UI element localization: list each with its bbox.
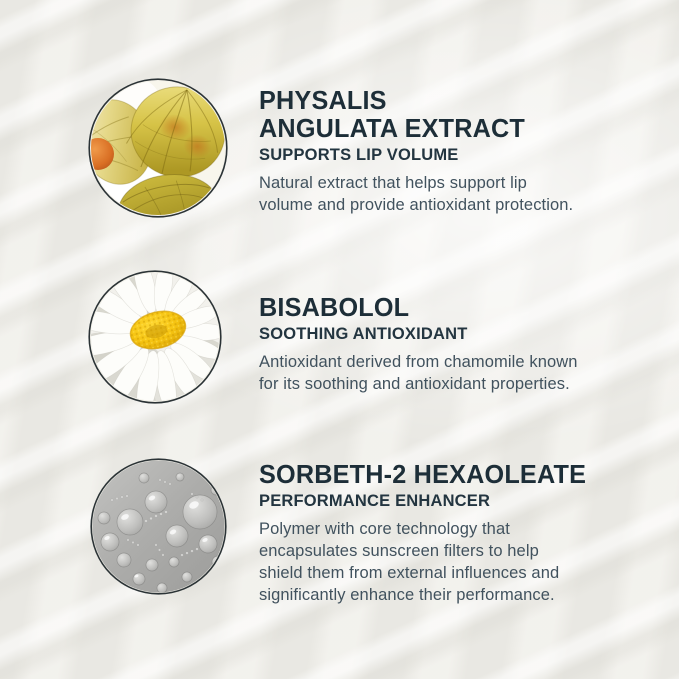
ingredient-subtitle: SOOTHING ANTIOXIDANT <box>259 324 468 343</box>
description-line: Antioxidant derived from chamomile known <box>259 353 578 371</box>
title-line: PHYSALIS <box>259 85 387 115</box>
description-line: shield them from external influences and <box>259 564 560 582</box>
ingredient-subtitle: PERFORMANCE ENHANCER <box>259 491 491 510</box>
ingredient-title <box>259 86 626 142</box>
polymer-bubbles-illustration <box>92 460 225 593</box>
description-line: for its soothing and antioxidant properties. <box>259 375 570 393</box>
description-line: Polymer with core technology that <box>259 520 510 538</box>
physalis-fruit-illustration <box>90 80 226 216</box>
title-line: ANGULATA EXTRACT <box>259 113 526 143</box>
ingredient-title <box>259 293 626 321</box>
ingredient-subtitle: SUPPORTS LIP VOLUME <box>259 145 459 164</box>
ingredient-photo-chamomile <box>90 272 220 402</box>
ingredient-title <box>259 460 626 488</box>
description-line: Natural extract that helps support lip <box>259 174 527 192</box>
title-line: BISABOLOL <box>259 292 410 322</box>
ingredient-description <box>259 518 637 606</box>
ingredient-photo-polymer-bubbles <box>92 460 225 593</box>
ingredient-photo-physalis <box>90 80 226 216</box>
title-line: SORBETH-2 HEXAOLEATE <box>259 459 587 489</box>
ingredient-description <box>259 172 637 216</box>
description-line: volume and provide antioxidant protection. <box>259 196 574 214</box>
ingredient-block-sorbeth <box>259 460 637 606</box>
ingredient-block-bisabolol <box>259 293 637 395</box>
ingredient-block-physalis <box>259 86 637 216</box>
chamomile-flower-illustration <box>90 272 220 402</box>
description-line: significantly enhance their performance. <box>259 586 555 604</box>
description-line: encapsulates sunscreen filters to help <box>259 542 539 560</box>
ingredient-description <box>259 351 637 395</box>
